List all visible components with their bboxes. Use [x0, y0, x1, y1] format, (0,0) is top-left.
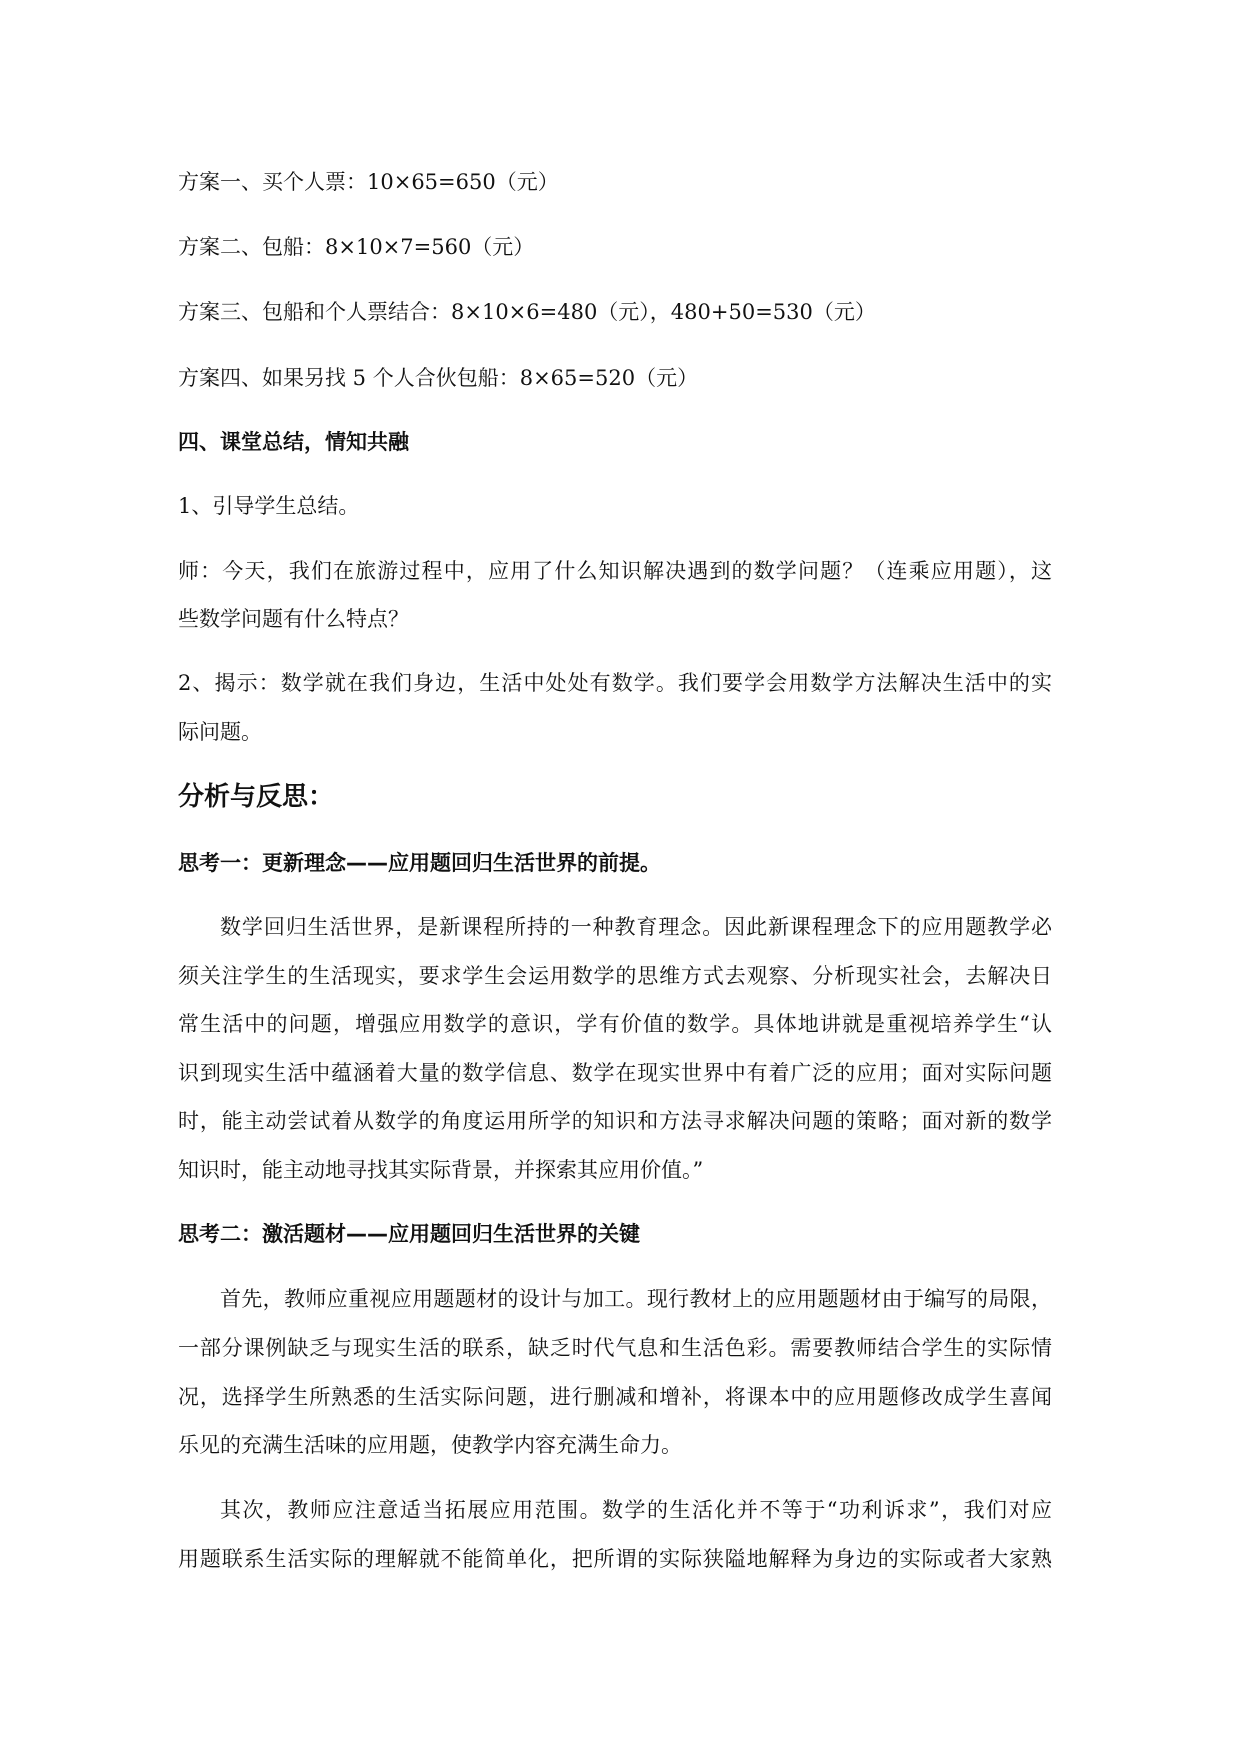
thought2-para1-line: 首先，教师应重视应用题题材的设计与加工。现行教材上的应用题题材由于编写的局限， [220, 1287, 1052, 1311]
section4-item2-line-1: 2、揭示：数学就在我们身边，生活中处处有数学。我们要学会用数学方法解决生活中的实 [178, 671, 1052, 695]
section4-item1: 1、引导学生总结。 [178, 494, 360, 518]
thought1-line: 知识时，能主动地寻找其实际背景，并探索其应用价值。” [178, 1158, 704, 1182]
thought1-line: 时，能主动尝试着从数学的角度运用所学的知识和方法寻求解决问题的策略；面对新的数学 [178, 1109, 1052, 1133]
thought1-line: 识到现实生活中蕴涵着大量的数学信息、数学在现实世界中有着广泛的应用；面对实际问题 [178, 1061, 1052, 1085]
plan-3: 方案三、包船和个人票结合：8×10×6=480（元），480+50=530（元） [178, 300, 876, 324]
plan-1: 方案一、买个人票：10×65=650（元） [178, 170, 559, 194]
thought2-para1-line: 一部分课例缺乏与现实生活的联系，缺乏时代气息和生活色彩。需要教师结合学生的实际情 [178, 1336, 1052, 1360]
thought2-para1-line: 乐见的充满生活味的应用题，使教学内容充满生命力。 [178, 1433, 682, 1457]
teacher-line-1: 师：今天，我们在旅游过程中，应用了什么知识解决遇到的数学问题？（连乘应用题），这 [178, 559, 1052, 583]
thought1-line: 数学回归生活世界，是新课程所持的一种教育理念。因此新课程理念下的应用题教学必 [220, 915, 1052, 939]
thought2-title: 思考二：激活题材——应用题回归生活世界的关键 [178, 1222, 640, 1246]
section4-item2-line-2: 际问题。 [178, 720, 262, 744]
thought1-line: 须关注学生的生活现实，要求学生会运用数学的思维方式去观察、分析现实社会，去解决日 [178, 964, 1052, 988]
plan-4: 方案四、如果另找 5 个人合伙包船：8×65=520（元） [178, 366, 699, 390]
thought1-title: 思考一：更新理念——应用题回归生活世界的前提。 [178, 851, 661, 875]
thought2-para1-line: 况，选择学生所熟悉的生活实际问题，进行删减和增补，将课本中的应用题修改成学生喜闻 [178, 1385, 1052, 1409]
thought1-line: 常生活中的问题，增强应用数学的意识，学有价值的数学。具体地讲就是重视培养学生“认 [178, 1012, 1052, 1036]
plan-2: 方案二、包船：8×10×7=560（元） [178, 235, 535, 259]
thought2-para2-line: 其次，教师应注意适当拓展应用范围。数学的生活化并不等于“功利诉求”，我们对应 [220, 1498, 1052, 1522]
section4-heading: 四、课堂总结，情知共融 [178, 430, 409, 454]
analysis-heading: 分析与反思： [178, 782, 335, 812]
teacher-line-2: 些数学问题有什么特点？ [178, 607, 409, 631]
thought2-para2-line: 用题联系生活实际的理解就不能简单化，把所谓的实际狭隘地解释为身边的实际或者大家熟 [178, 1547, 1052, 1571]
